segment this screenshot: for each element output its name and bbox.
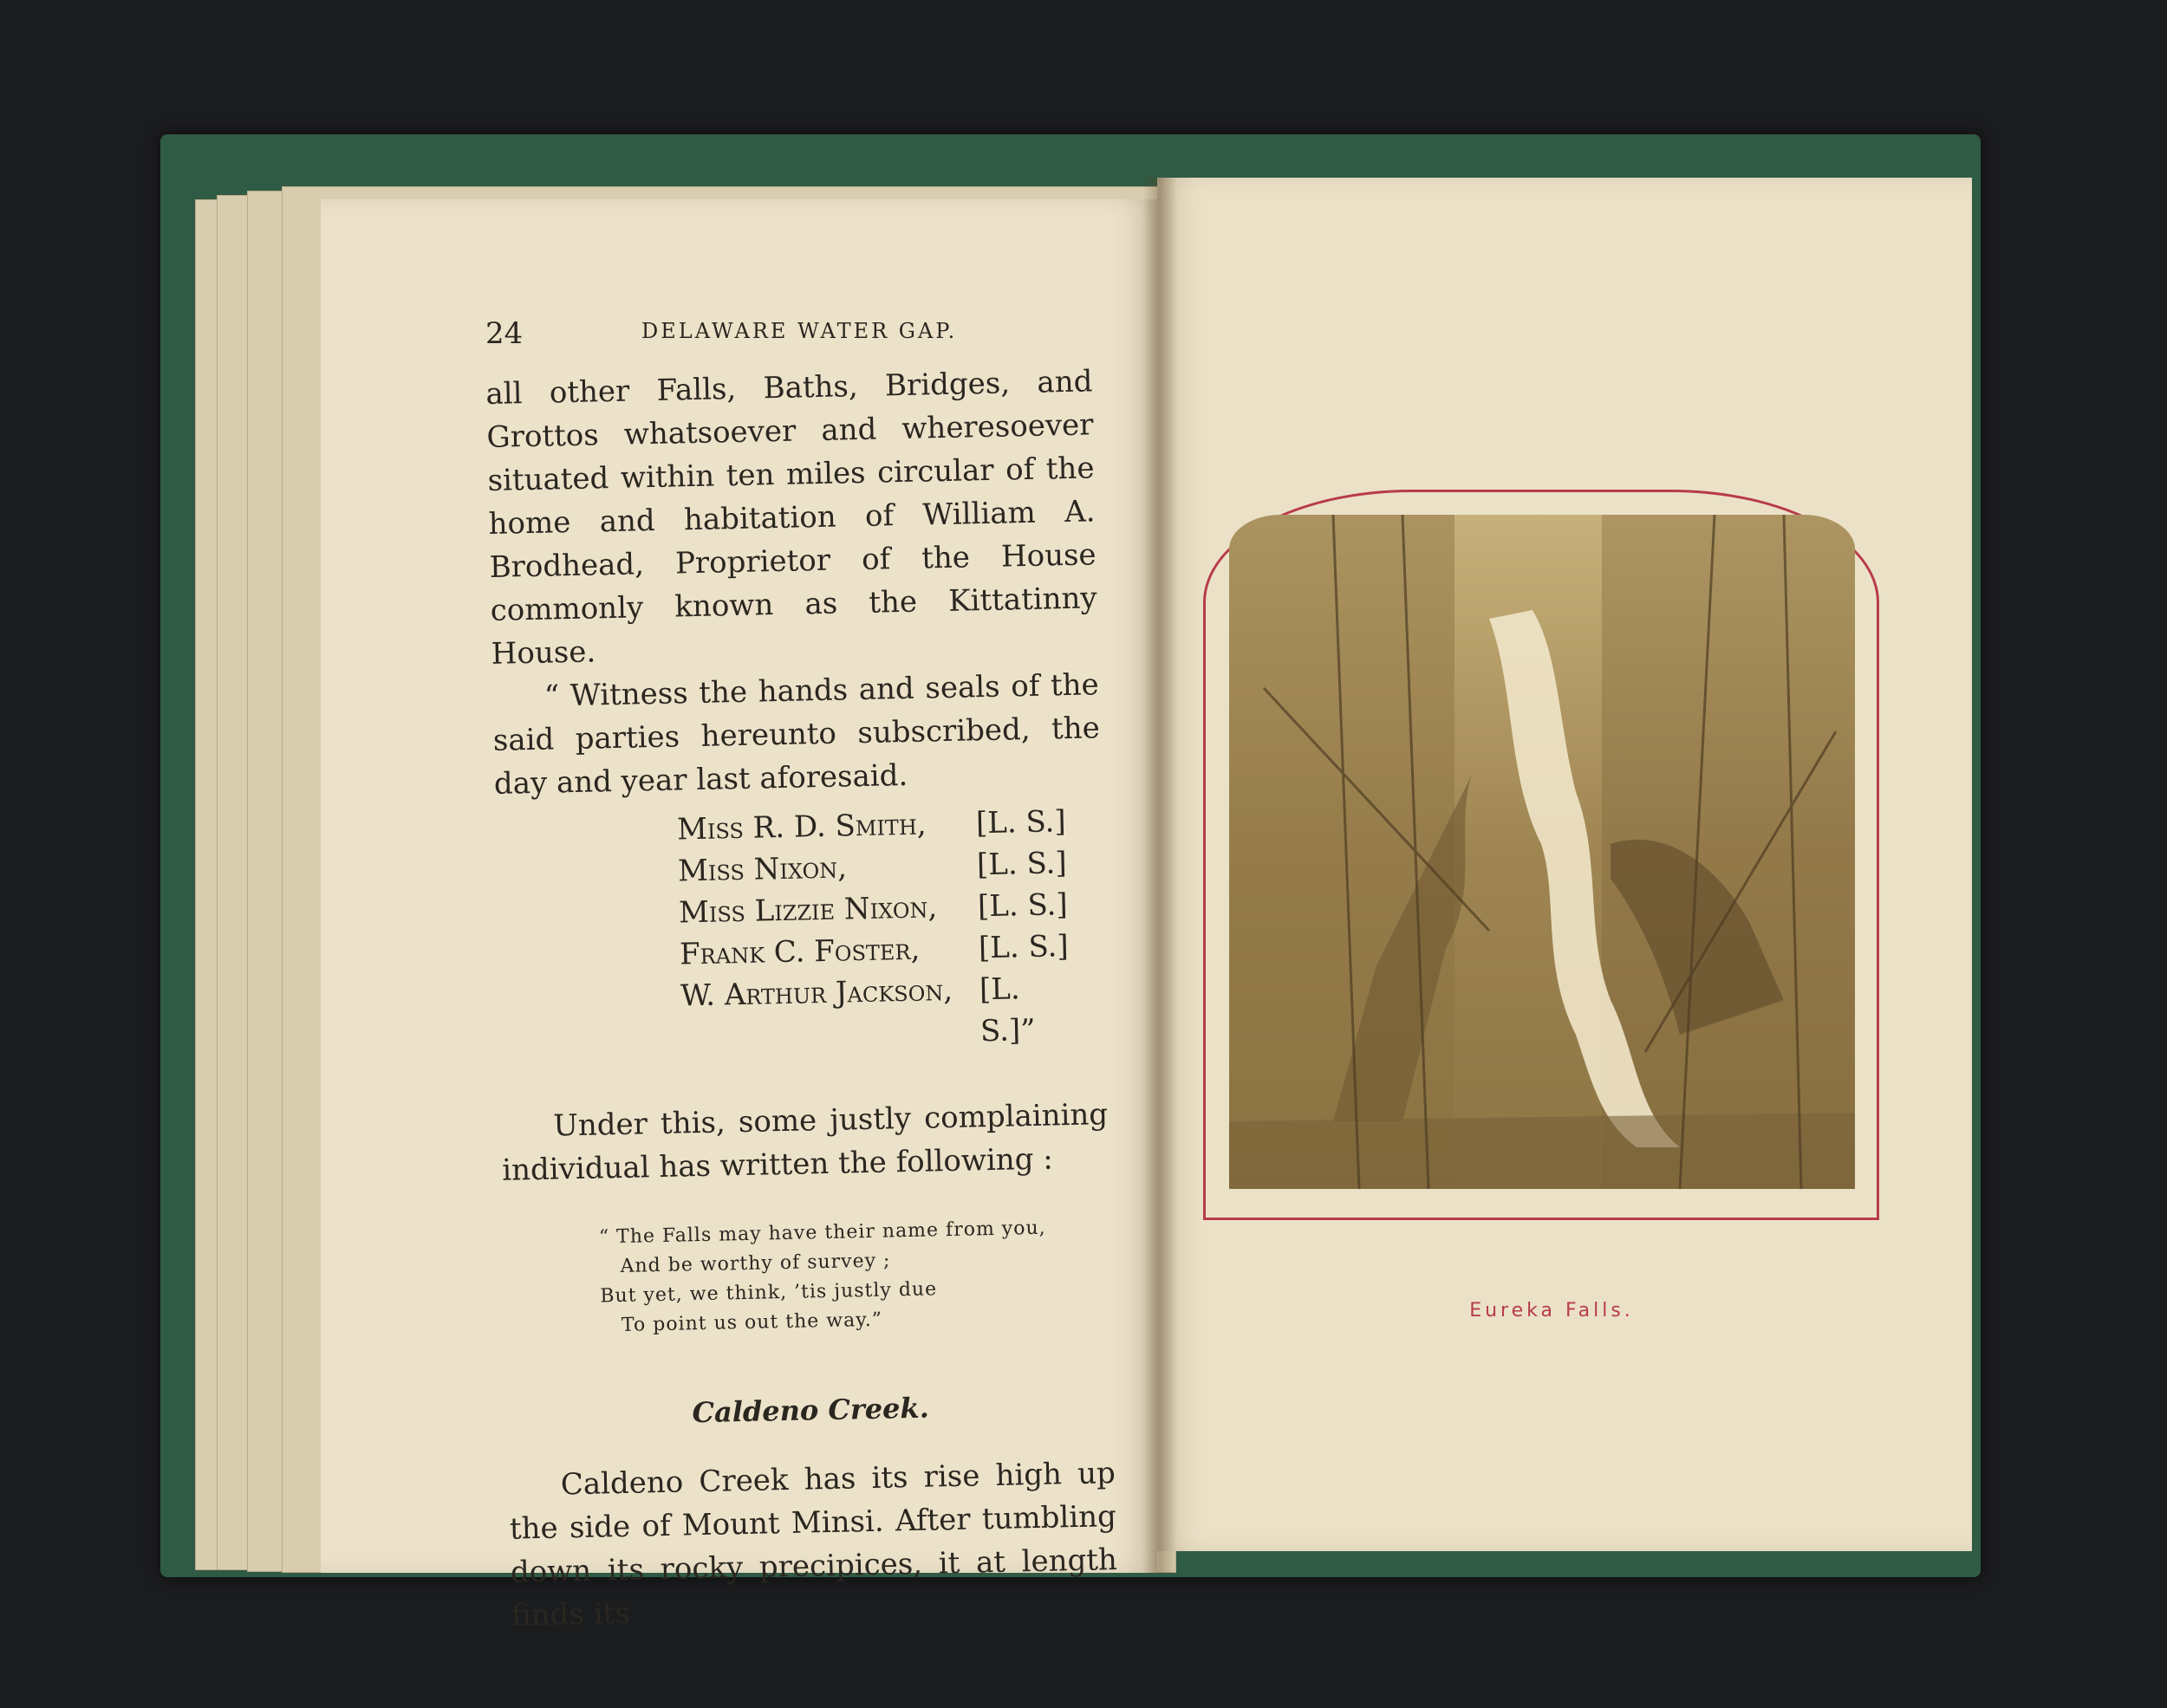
signature-seal: [L. S.] xyxy=(978,929,1070,966)
poem xyxy=(599,1212,1113,1341)
waterfall-photo xyxy=(1229,515,1855,1189)
book-gutter xyxy=(1142,178,1177,1573)
poem-line: “ The Falls may have their name from you, xyxy=(598,1217,1046,1249)
section-title: Caldeno Creek. xyxy=(692,1391,930,1430)
poem-line: To point us out the way.” xyxy=(600,1309,883,1337)
signature-seal: [L. S.]” xyxy=(979,971,1036,1049)
running-title: DELAWARE WATER GAP. xyxy=(641,319,958,343)
paragraph-1: all other Falls, Baths, Bridges, and Grottos whatsoever and wheresoever situated within ten miles circular of the home and habitation of William A. Brodhead, Proprietor of the House commonly known as the Kittatinny House. xyxy=(485,364,1098,672)
poem-line: But yet, we think, ’tis justly due xyxy=(600,1278,938,1308)
signature-seal: [L. S.] xyxy=(975,804,1067,841)
photo-caption: Eureka Falls. xyxy=(1469,1300,1634,1322)
signature-name: Miss R. D. Smith, xyxy=(676,807,927,848)
paragraph-2: Under this, some justly complaining individual has written the following : xyxy=(501,1097,1109,1188)
signature-name: Miss Lizzie Nixon, xyxy=(678,890,938,931)
signature-list xyxy=(677,800,1107,1058)
signature-name: W. Arthur Jackson, xyxy=(680,972,953,1014)
signature-seal: [L. S.] xyxy=(977,887,1069,925)
poem-line: And be worthy of survey ; xyxy=(599,1250,891,1278)
left-page-text xyxy=(485,360,1118,1637)
paragraph-witness: “ Witness the hands and seals of the said parties hereunto subscribed, the day and year last aforesaid. xyxy=(492,667,1101,802)
signature-seal: [L. S.] xyxy=(976,846,1068,883)
signature-name: Frank C. Foster, xyxy=(679,932,921,972)
waterfall-illustration xyxy=(1229,515,1855,1189)
page-number: 24 xyxy=(485,316,524,351)
paragraph-3: Caldeno Creek has its rise high up the side of Mount Minsi. After tumbling down its rocky precipices, it at length finds its xyxy=(509,1456,1118,1633)
signature-name: Miss Nixon, xyxy=(677,850,848,889)
signature-row xyxy=(680,966,1107,1058)
